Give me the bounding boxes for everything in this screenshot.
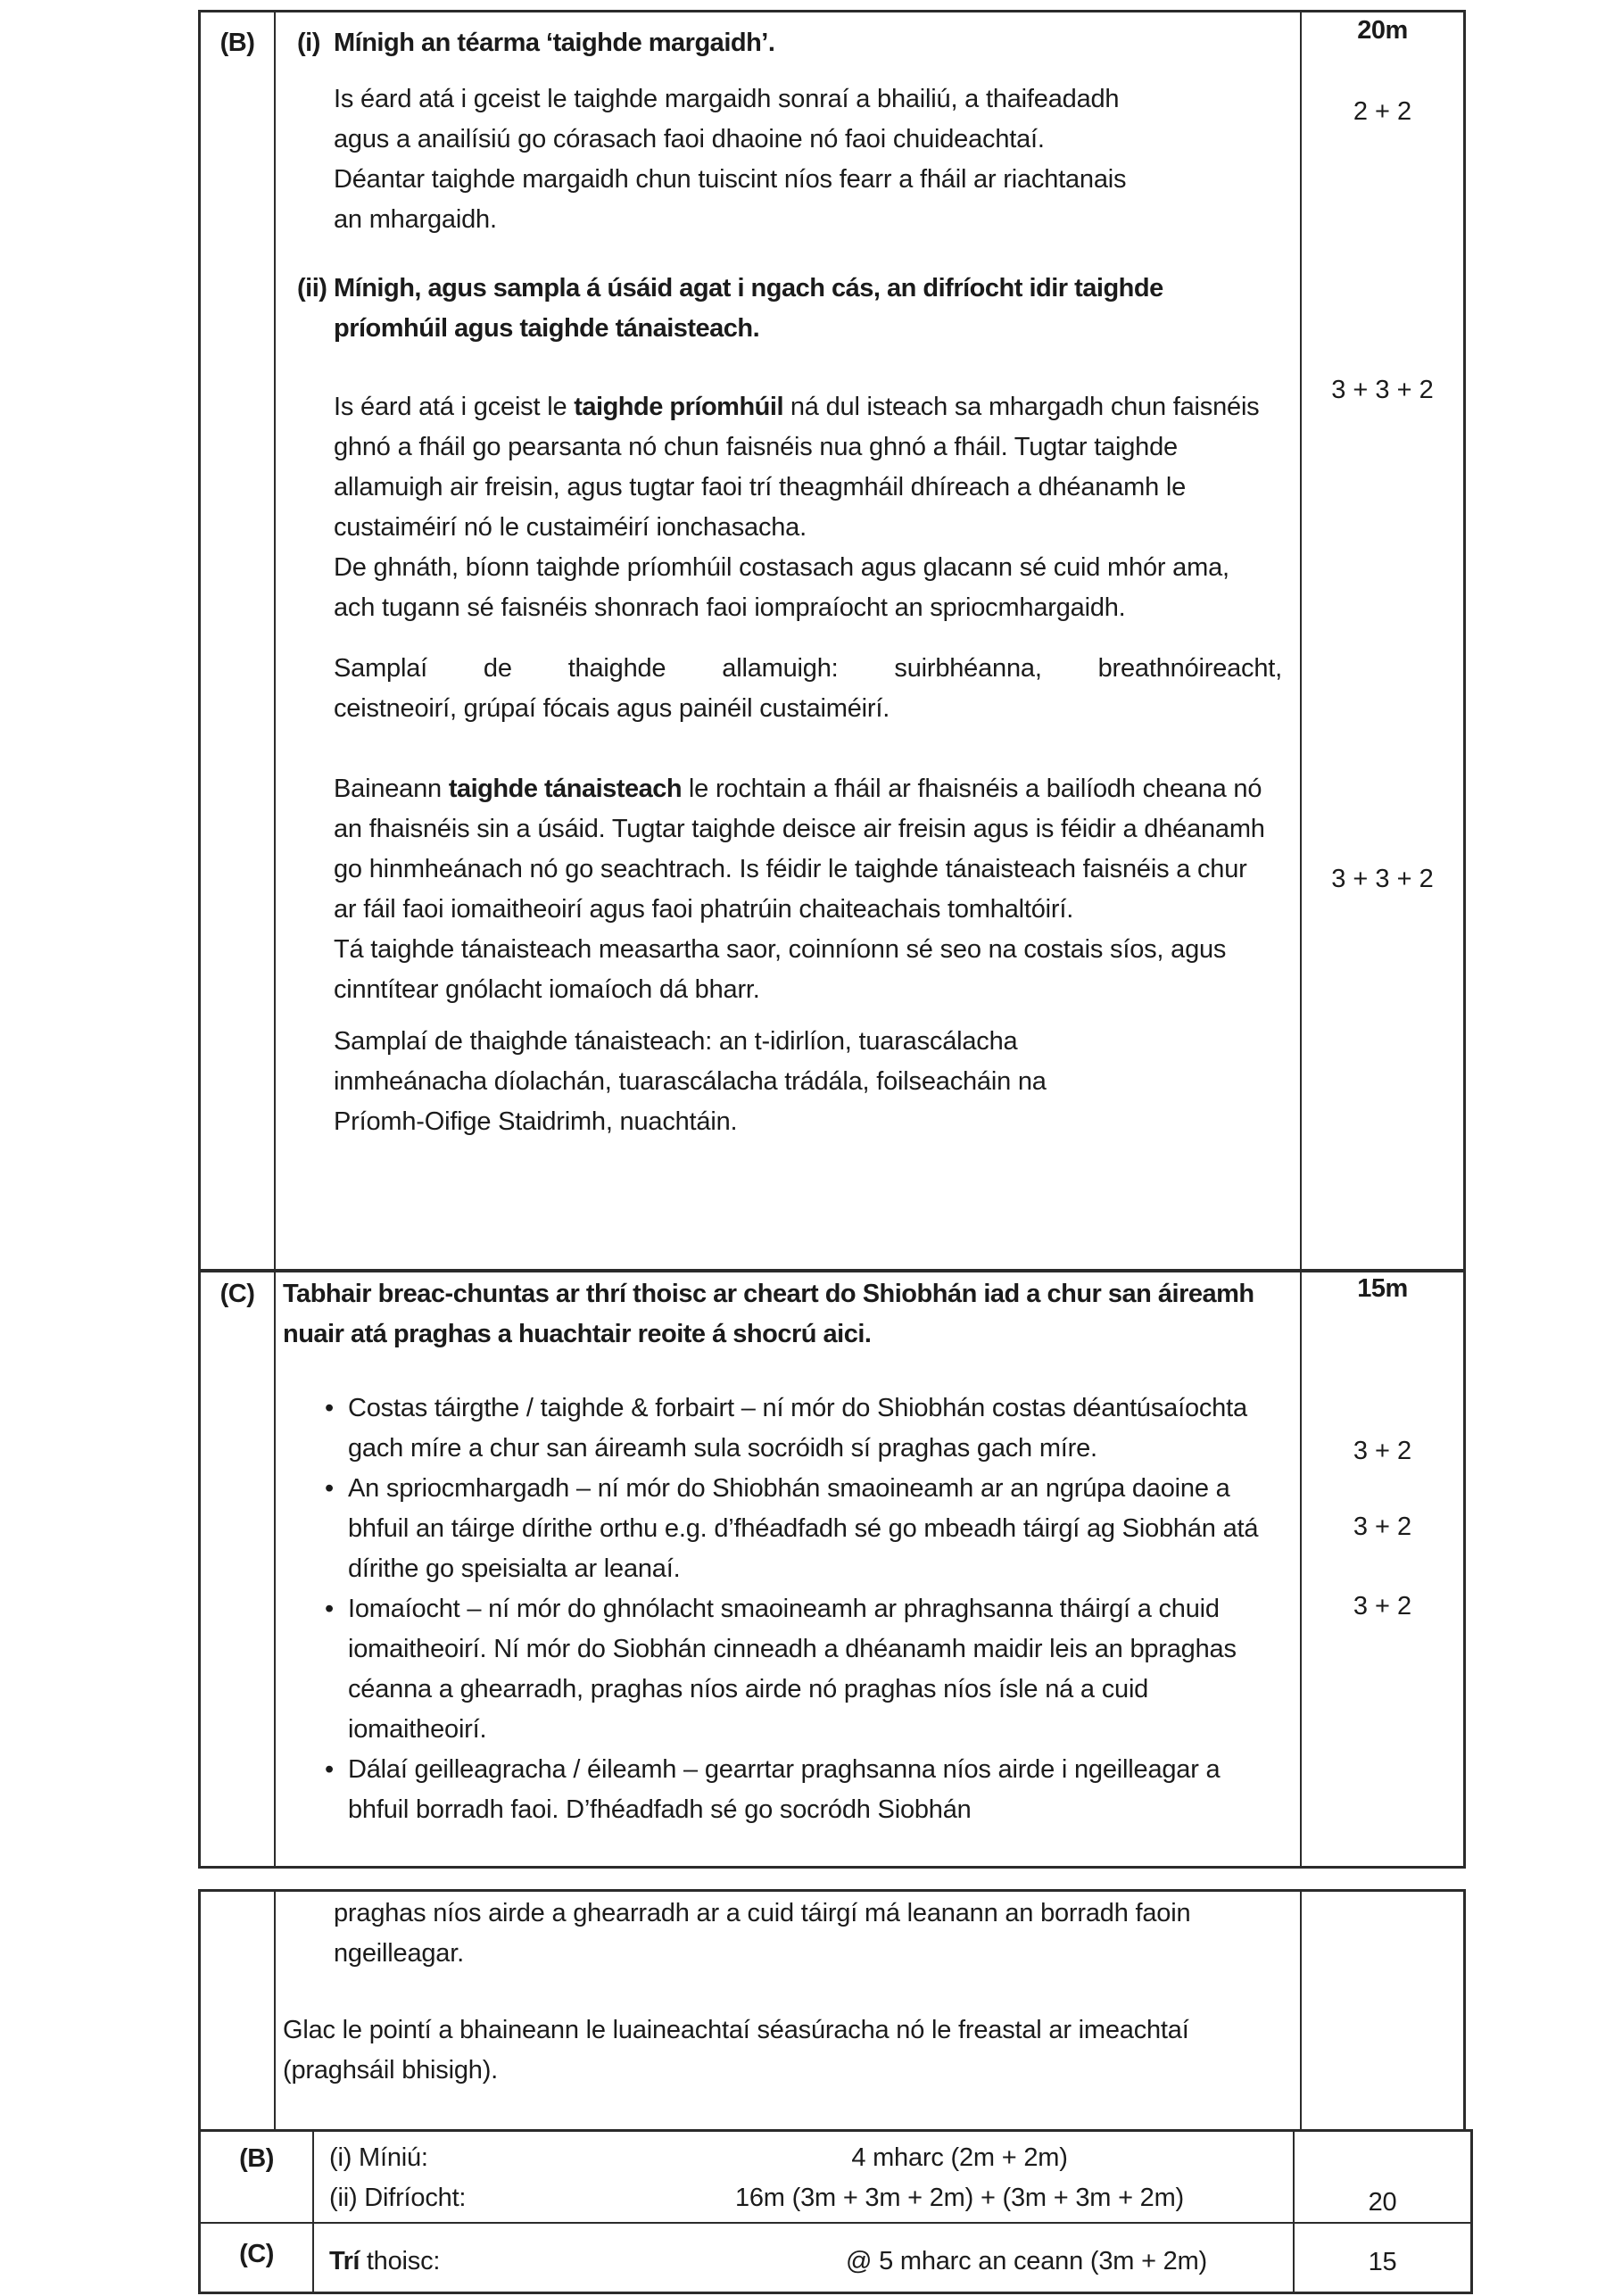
part-ii-heading: Mínigh, agus sampla á úsáid agat i ngach cás, an difríocht idir taighde príomhúil agus taighde tánaisteach. [334,274,1163,343]
summary-b-total: 20 [1368,2188,1397,2217]
part-ii-label: (ii) [297,274,327,303]
section-b-label-cell [201,12,276,1272]
pricing-factors-list [325,1388,1282,1830]
summary-line-1-value: 4 mharc (2m + 2m) [851,2143,1068,2172]
part-i-heading: Mínigh an téarma ‘taighde margaidh’. [334,29,775,57]
primary-examples-paragraph [334,649,1282,729]
section-c-heading: Tabhair breac-chuntas ar thrí thoisc ar cheart do Shiobhán iad a chur san áireamh nuair atá praghas a huachtair reoite á shocrú aici. [283,1280,1254,1348]
continuation-marks-cell [1302,1892,1463,2132]
summary-c-content-cell [314,2224,1295,2292]
summary-line-3-value: @ 5 mharc an ceann (3m + 2m) [845,2247,1208,2275]
section-c-marks-cell [1302,1272,1463,1866]
factor-2-marks: 3 + 2 [1353,1513,1412,1541]
section-c-label: (C) [219,1280,255,1308]
summary-line-2-value: 16m (3m + 3m + 2m) + (3m + 3m + 2m) [734,2184,1185,2212]
secondary-term-bold: taighde tánaisteach [448,775,683,803]
secondary-text-pre: Baineann [334,775,449,803]
primary-text-post: ná dul isteach sa mhargadh chun faisnéis ghnó a fháil go pearsanta nó chun faisnéis nua ghnó a fháil. Tugtar taighde allamuigh air freisin, agus tugtar faoi trí theagmháil dhíreach a dhéanamh le custaiméirí nó le custaiméirí ionchasacha. [334,393,1260,542]
list-item [325,1388,1282,1469]
examiner-note: Glac le pointí a bhaineann le luaineachtaí séasúracha nó le freastal ar imeachtaí (praghsáil bhisigh). [283,2016,1189,2085]
secondary-marks: 3 + 3 + 2 [1331,865,1434,893]
section-b-total-marks: 20m [1357,16,1408,45]
continuation-table [198,1889,1466,2134]
factor-target-market: An spriocmhargadh – ní mór do Shiobhán smaoineamh ar an ngrúpa daoine a bhfuil an táirge dírithe orthu e.g. d’fhéadfadh sé go mbeadh táirgí ag Siobhán atá dírithe go speisialta ar leanaí. [348,1474,1259,1583]
summary-c-label-cell [201,2224,314,2292]
primary-examples-line1: Samplaí de thaighde allamuigh: suirbhéanna, breathnóireacht, [334,654,1282,683]
bullet-icon: • [325,1595,334,1623]
part-i-heading-block [283,23,1282,63]
secondary-text-post: le rochtain a fháil ar fhaisnéis a bailíodh cheana nó an fhaisnéis sin a úsáid. Tugtar taighde deisce air freisin agus is féidir a dhéanamh go hinmheánach nó go seachtrach. Is féidir le taighde tánaisteach faisnéis a chur ar fáil faoi iomaitheoirí agus faoi phatrúin chaiteachais tomhaltóirí. [334,775,1265,924]
primary-research-paragraph [334,387,1270,628]
part-i-marks: 2 + 2 [1353,97,1412,126]
summary-c-total-cell [1295,2224,1470,2292]
part-i-answer: Is éard atá i gceist le taighde margaidh sonraí a bhailiú, a thaifeadadh agus a anailísiú go córasach faoi dhaoine nó faoi chuideachtaí. Déantar taighde margaidh chun tuiscint níos fearr a fháil ar riachtanais an mhargaidh. [334,85,1127,234]
section-c-content-cell [276,1272,1302,1866]
part-i-label: (i) [297,29,320,57]
summary-line-2 [329,2178,1284,2218]
section-b-label: (B) [219,29,255,57]
primary-marks: 3 + 3 + 2 [1331,376,1434,404]
continuation-content-cell [276,1892,1302,2132]
section-c-total-marks: 15m [1357,1274,1408,1303]
factor-3-marks: 3 + 2 [1353,1592,1412,1620]
summary-b-label-text: (B) [239,2144,274,2173]
factor-production-cost: Costas táirgthe / taighde & forbairt – ní mór do Shiobhán costas déantúsaíochta gach míre a chur san áireamh sula socróidh sí praghas gach míre. [348,1394,1247,1463]
part-ii-heading-block [283,269,1282,349]
primary-text-pre: Is éard atá i gceist le [334,393,575,421]
summary-b-label-cell [201,2132,314,2224]
list-item [325,1750,1282,1830]
bullet-icon: • [325,1474,334,1503]
main-marking-table [198,10,1466,1869]
list-item [325,1469,1282,1589]
summary-line-1 [329,2138,1284,2178]
summary-line-3 [329,2242,1284,2282]
list-item [325,1589,1282,1750]
summary-b-total-cell [1295,2132,1470,2224]
summary-line-1-name: (i) Míniú: [329,2143,428,2172]
summary-b-content-cell [314,2132,1295,2224]
primary-note: De ghnáth, bíonn taighde príomhúil costasach agus glacann sé cuid mhór ama, ach tugann sé faisnéis shonrach faoi iompraíocht an spriocmhargaidh. [334,553,1229,622]
summary-line-2-name: (ii) Difríocht: [329,2184,467,2212]
summary-c-total: 15 [1368,2248,1397,2276]
bullet-icon: • [325,1394,334,1422]
summary-line-3-name [329,2242,635,2282]
section-b-content-cell [276,12,1302,1272]
summary-tri-bold: Trí [329,2247,360,2275]
secondary-examples-paragraph: Samplaí de thaighde tánaisteach: an t-idirlíon, tuarascálacha inmheánacha díolachán, tuarascálacha trádála, foilseacháin na Príomh-Oifige Staidrimh, nuachtáin. [334,1027,1047,1136]
factor-4-continuation: praghas níos airde a ghearradh ar a cuid táirgí má leanann an borradh faoin ngeilleagar. [334,1899,1191,1968]
summary-thoisc: thoisc: [359,2247,441,2275]
factor-economic-conditions: Dálaí geilleagracha / éileamh – gearrtar praghsanna níos airde i ngeilleagar a bhfuil borradh faoi. D’fhéadfadh sé go socródh Siobhán [348,1755,1221,1824]
primary-term-bold: taighde príomhúil [574,393,784,421]
continuation-label-cell [201,1892,276,2132]
section-c-label-cell [201,1272,276,1866]
bullet-icon: • [325,1755,334,1784]
factor-1-marks: 3 + 2 [1353,1437,1412,1465]
summary-table [198,2129,1473,2294]
secondary-research-paragraph [334,769,1270,1010]
primary-examples-line2: ceistneoirí, grúpaí fócais agus painéil custaiméirí. [334,694,890,723]
section-b-marks-cell [1302,12,1463,1272]
summary-c-label-text: (C) [239,2240,274,2268]
factor-competition: Iomaíocht – ní mór do ghnólacht smaoineamh ar phraghsanna tháirgí a chuid iomaitheoirí. Ní mór do Siobhán cinneadh a dhéanamh maidir leis an bpraghas céanna a ghearradh, praghas níos airde nó praghas níos ísle ná a cuid iomaitheoirí. [348,1595,1237,1744]
secondary-note: Tá taighde tánaisteach measartha saor, coinníonn sé seo na costais síos, agus cinntítear gnólacht iomaíoch dá bharr. [334,935,1227,1004]
